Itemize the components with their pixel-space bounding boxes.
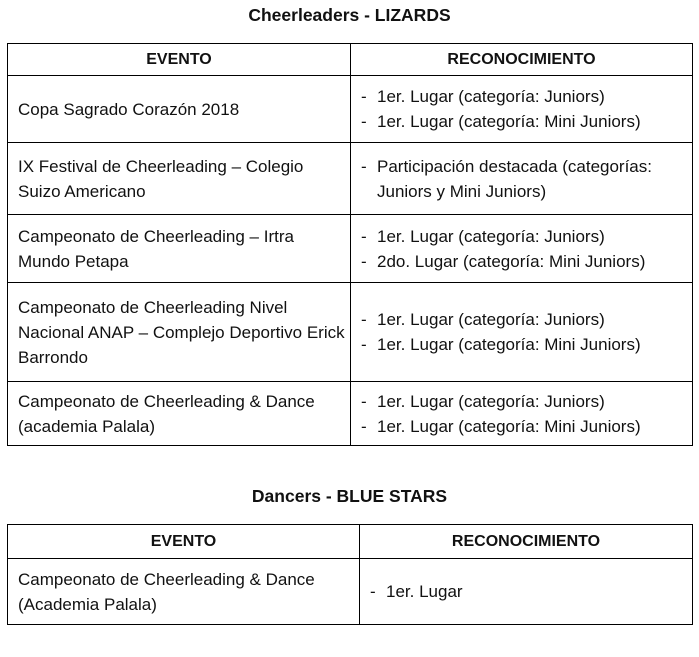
recognition-list bbox=[361, 389, 692, 439]
recognition-text: 1er. Lugar (categoría: Juniors) bbox=[377, 226, 605, 246]
recognition-text: 2do. Lugar (categoría: Mini Juniors) bbox=[377, 251, 646, 271]
list-marker: - bbox=[361, 112, 367, 131]
recognition-list bbox=[361, 154, 692, 204]
event-cell: Campeonato de Cheerleading & Dance (academia Palala) bbox=[8, 382, 351, 446]
table-row bbox=[8, 559, 693, 625]
event-cell: Campeonato de Cheerleading & Dance (Academia Palala) bbox=[8, 559, 360, 625]
lizards-title: Cheerleaders - LIZARDS bbox=[248, 5, 451, 25]
recognition-cell bbox=[351, 283, 693, 382]
blue-stars-title: Dancers - BLUE STARS bbox=[251, 486, 448, 506]
table-row bbox=[8, 215, 693, 283]
recognition-list bbox=[370, 579, 692, 604]
list-marker: - bbox=[361, 251, 367, 271]
list-marker: - bbox=[361, 416, 367, 436]
list-item bbox=[361, 307, 692, 332]
list-item bbox=[361, 84, 692, 109]
list-item bbox=[361, 332, 692, 357]
list-marker: - bbox=[370, 582, 376, 601]
recognition-cell bbox=[351, 215, 693, 283]
recognition-cell bbox=[351, 143, 693, 215]
event-cell: Campeonato de Cheerleading Nivel Nacional ANAP – Complejo Deportivo Erick Barrondo bbox=[8, 283, 351, 382]
recognition-text: 1er. Lugar (categoría: Juniors) bbox=[377, 87, 605, 106]
recognition-cell bbox=[351, 382, 693, 446]
lizards-header-recognition: RECONOCIMIENTO bbox=[351, 44, 693, 76]
table-row bbox=[8, 143, 693, 215]
event-cell: IX Festival de Cheerleading – Colegio Suizo Americano bbox=[8, 143, 351, 215]
list-item bbox=[361, 414, 692, 439]
list-marker: - bbox=[361, 335, 367, 354]
table-row bbox=[8, 382, 693, 446]
recognition-cell bbox=[351, 76, 693, 143]
lizards-header-row bbox=[8, 44, 693, 76]
recognition-cell bbox=[360, 559, 693, 625]
event-cell: Copa Sagrado Corazón 2018 bbox=[8, 76, 351, 143]
recognition-text: 1er. Lugar (categoría: Juniors) bbox=[377, 310, 605, 329]
list-marker: - bbox=[361, 391, 367, 411]
list-marker: - bbox=[361, 226, 367, 246]
list-marker: - bbox=[361, 310, 367, 329]
list-marker: - bbox=[361, 156, 367, 176]
recognition-text: 1er. Lugar (categoría: Juniors) bbox=[377, 391, 605, 411]
list-item bbox=[361, 109, 692, 134]
recognition-list bbox=[361, 307, 692, 357]
recognition-text: 1er. Lugar (categoría: Mini Juniors) bbox=[377, 335, 641, 354]
list-item bbox=[361, 389, 692, 414]
recognition-text: Participación destacada (categorías: Juniors y Mini Juniors) bbox=[377, 156, 652, 201]
blue-stars-table bbox=[7, 524, 693, 625]
list-item bbox=[361, 249, 692, 274]
blue-stars-header-recognition: RECONOCIMIENTO bbox=[360, 525, 693, 559]
recognition-text: 1er. Lugar (categoría: Mini Juniors) bbox=[377, 416, 641, 436]
blue-stars-header-event: EVENTO bbox=[8, 525, 360, 559]
list-item bbox=[361, 154, 692, 204]
list-item bbox=[361, 224, 692, 249]
list-item bbox=[370, 579, 692, 604]
recognition-list bbox=[361, 84, 692, 134]
recognition-text: 1er. Lugar (categoría: Mini Juniors) bbox=[377, 112, 641, 131]
lizards-table bbox=[7, 43, 693, 446]
list-marker: - bbox=[361, 87, 367, 106]
recognition-list bbox=[361, 224, 692, 274]
table-row bbox=[8, 76, 693, 143]
event-cell: Campeonato de Cheerleading – Irtra Mundo Petapa bbox=[8, 215, 351, 283]
recognition-text: 1er. Lugar bbox=[386, 582, 463, 601]
blue-stars-header-row bbox=[8, 525, 693, 559]
table-row bbox=[8, 283, 693, 382]
lizards-header-event: EVENTO bbox=[8, 44, 351, 76]
